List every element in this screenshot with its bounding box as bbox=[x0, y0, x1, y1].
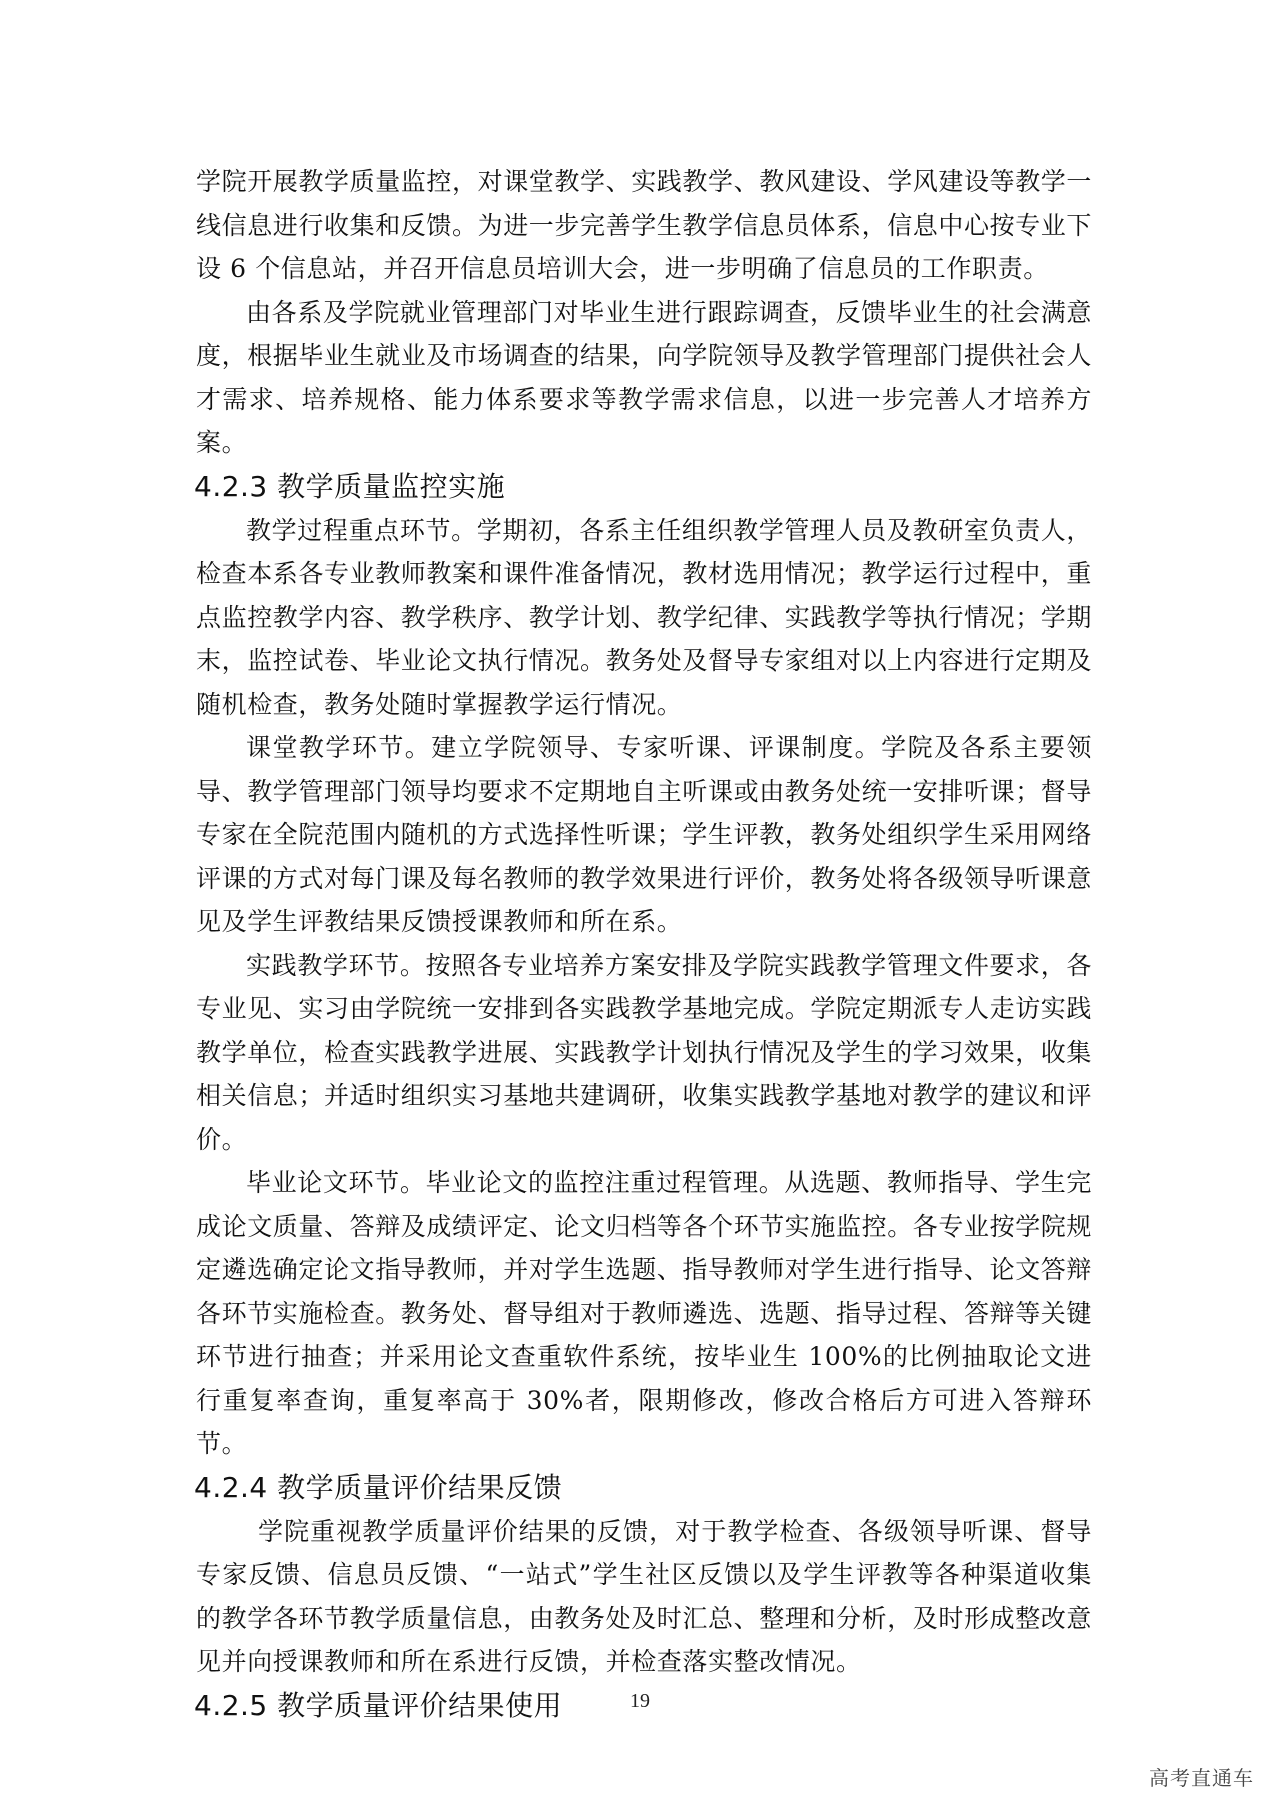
section-heading: 4.2.5 教学质量评价结果使用 bbox=[194, 1688, 563, 1722]
paragraph: 由各系及学院就业管理部门对毕业生进行跟踪调查，反馈毕业生的社会满意度，根据毕业生就业及市场调查的结果，向学院领导及教学管理部门提供社会人才需求、培养规格、能力体系要求等教学需求信息，以进一步完善人才培养方案。 bbox=[196, 297, 1093, 457]
paragraph: 学院开展教学质量监控，对课堂教学、实践教学、教风建设、学风建设等教学一线信息进行收集和反馈。为进一步完善学生教学信息员体系，信息中心按专业下设 6 个信息站，并召开信息员培训大会，进一步明确了信息员的工作职责。 bbox=[196, 167, 1093, 283]
section-heading: 4.2.4 教学质量评价结果反馈 bbox=[194, 1470, 563, 1504]
page-body bbox=[196, 160, 1092, 1728]
section-heading: 4.2.3 教学质量监控实施 bbox=[194, 469, 506, 503]
paragraph: 教学过程重点环节。学期初，各系主任组织教学管理人员及教研室负责人，检查本系各专业教师教案和课件准备情况，教材选用情况；教学运行过程中，重点监控教学内容、教学秩序、教学计划、教学纪律、实践教学等执行情况；学期末，监控试卷、毕业论文执行情况。教务处及督导专家组对以上内容进行定期及随机检查，教务处随时掌握教学运行情况。 bbox=[196, 515, 1093, 719]
watermark: 高考直通车 bbox=[1149, 1766, 1254, 1790]
paragraph: 实践教学环节。按照各专业培养方案安排及学院实践教学管理文件要求，各专业见、实习由学院统一安排到各实践教学基地完成。学院定期派专人走访实践教学单位，检查实践教学进展、实践教学计划执行情况及学生的学习效果，收集相关信息；并适时组织实习基地共建调研，收集实践教学基地对教学的建议和评价。 bbox=[196, 950, 1093, 1154]
paragraph: 学院重视教学质量评价结果的反馈，对于教学检查、各级领导听课、督导专家反馈、信息员反馈、“一站式”学生社区反馈以及学生评教等各种渠道收集的教学各环节教学质量信息，由教务处及时汇总、整理和分析，及时形成整改意见并向授课教师和所在系进行反馈，并检查落实整改情况。 bbox=[196, 1516, 1093, 1676]
page-number: 19 bbox=[630, 1690, 650, 1712]
paragraph: 毕业论文环节。毕业论文的监控注重过程管理。从选题、教师指导、学生完成论文质量、答辩及成绩评定、论文归档等各个环节实施监控。各专业按学院规定遴选确定论文指导教师，并对学生选题、指导教师对学生进行指导、论文答辩各环节实施检查。教务处、督导组对于教师遴选、选题、指导过程、答辩等关键环节进行抽查；并采用论文查重软件系统，按毕业生 100%的比例抽取论文进行重复率查询，重复率高于 30%者，限期修改，修改合格后方可进入答辩环节。 bbox=[196, 1168, 1093, 1458]
paragraph: 课堂教学环节。建立学院领导、专家听课、评课制度。学院及各系主要领导、教学管理部门领导均要求不定期地自主听课或由教务处统一安排听课；督导专家在全院范围内随机的方式选择性听课；学生评教，教务处组织学生采用网络评课的方式对每门课及每名教师的教学效果进行评价，教务处将各级领导听课意见及学生评教结果反馈授课教师和所在系。 bbox=[196, 733, 1093, 936]
